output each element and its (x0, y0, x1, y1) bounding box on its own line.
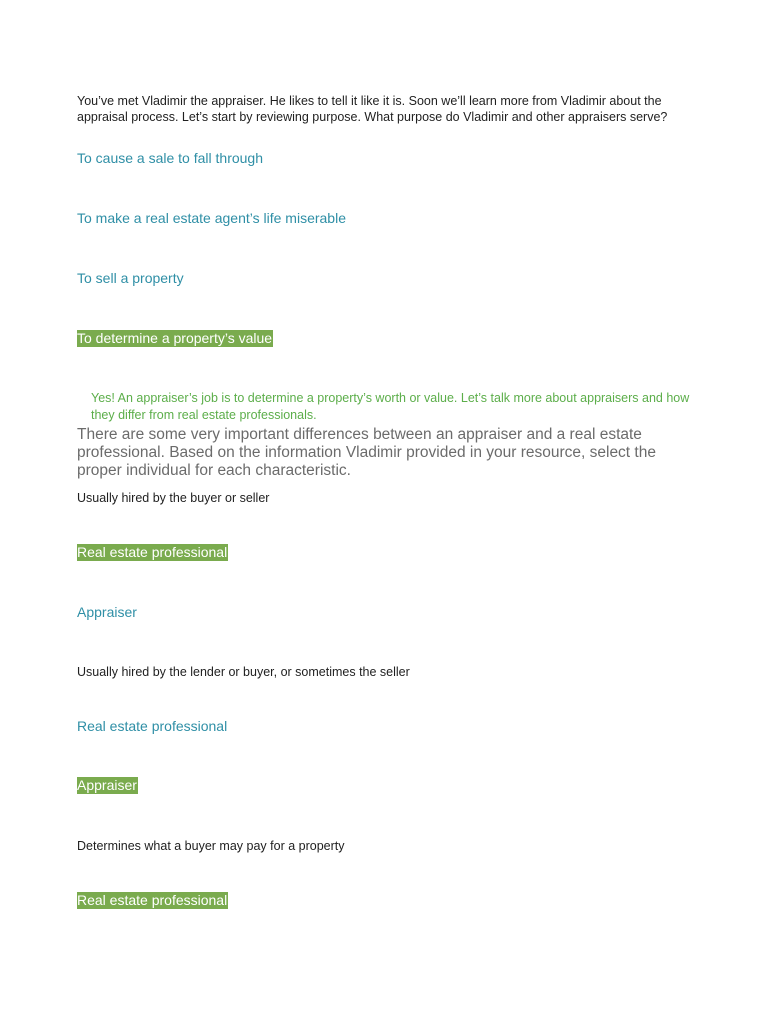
feedback-text: Yes! An appraiser’s job is to determine a property’s worth or value. Let’s talk more about appraisers and how they differ from real estate professionals. (91, 391, 690, 422)
question2-heading: There are some very important differences between an appraiser and a real estate professional. Based on the information Vladimir provided in your resource, select the proper individual for each characteristic. (77, 426, 656, 479)
option-appraiser-selected[interactable]: Appraiser (77, 777, 137, 793)
option-sell-property[interactable]: To sell a property (77, 270, 184, 286)
option-real-estate-professional[interactable]: Real estate professional (77, 718, 228, 734)
option-make-agent-life-miserable[interactable]: To make a real estate agent’s life miserable (77, 210, 346, 226)
intro-text: You’ve met Vladimir the appraiser. He likes to tell it like it is. Soon we’ll learn more from Vladimir about the appraisal process. Let’s start by reviewing purpose. What purpose do Vladimir and other appraisers serve? (77, 94, 668, 124)
option-appraiser[interactable]: Appraiser (77, 604, 137, 620)
prompt-hired-by-lender: Usually hired by the lender or buyer, or sometimes the seller (77, 665, 410, 679)
prompt-hired-by-buyer-or-seller: Usually hired by the buyer or seller (77, 491, 270, 505)
option-real-estate-professional-selected[interactable]: Real estate professional (77, 892, 228, 908)
prompt-determines-buyer-pay: Determines what a buyer may pay for a property (77, 839, 345, 853)
option-cause-sale-fall-through[interactable]: To cause a sale to fall through (77, 150, 264, 166)
option-determine-value-selected[interactable]: To determine a property’s value (77, 330, 273, 346)
option-real-estate-professional-selected[interactable]: Real estate professional (77, 544, 228, 560)
